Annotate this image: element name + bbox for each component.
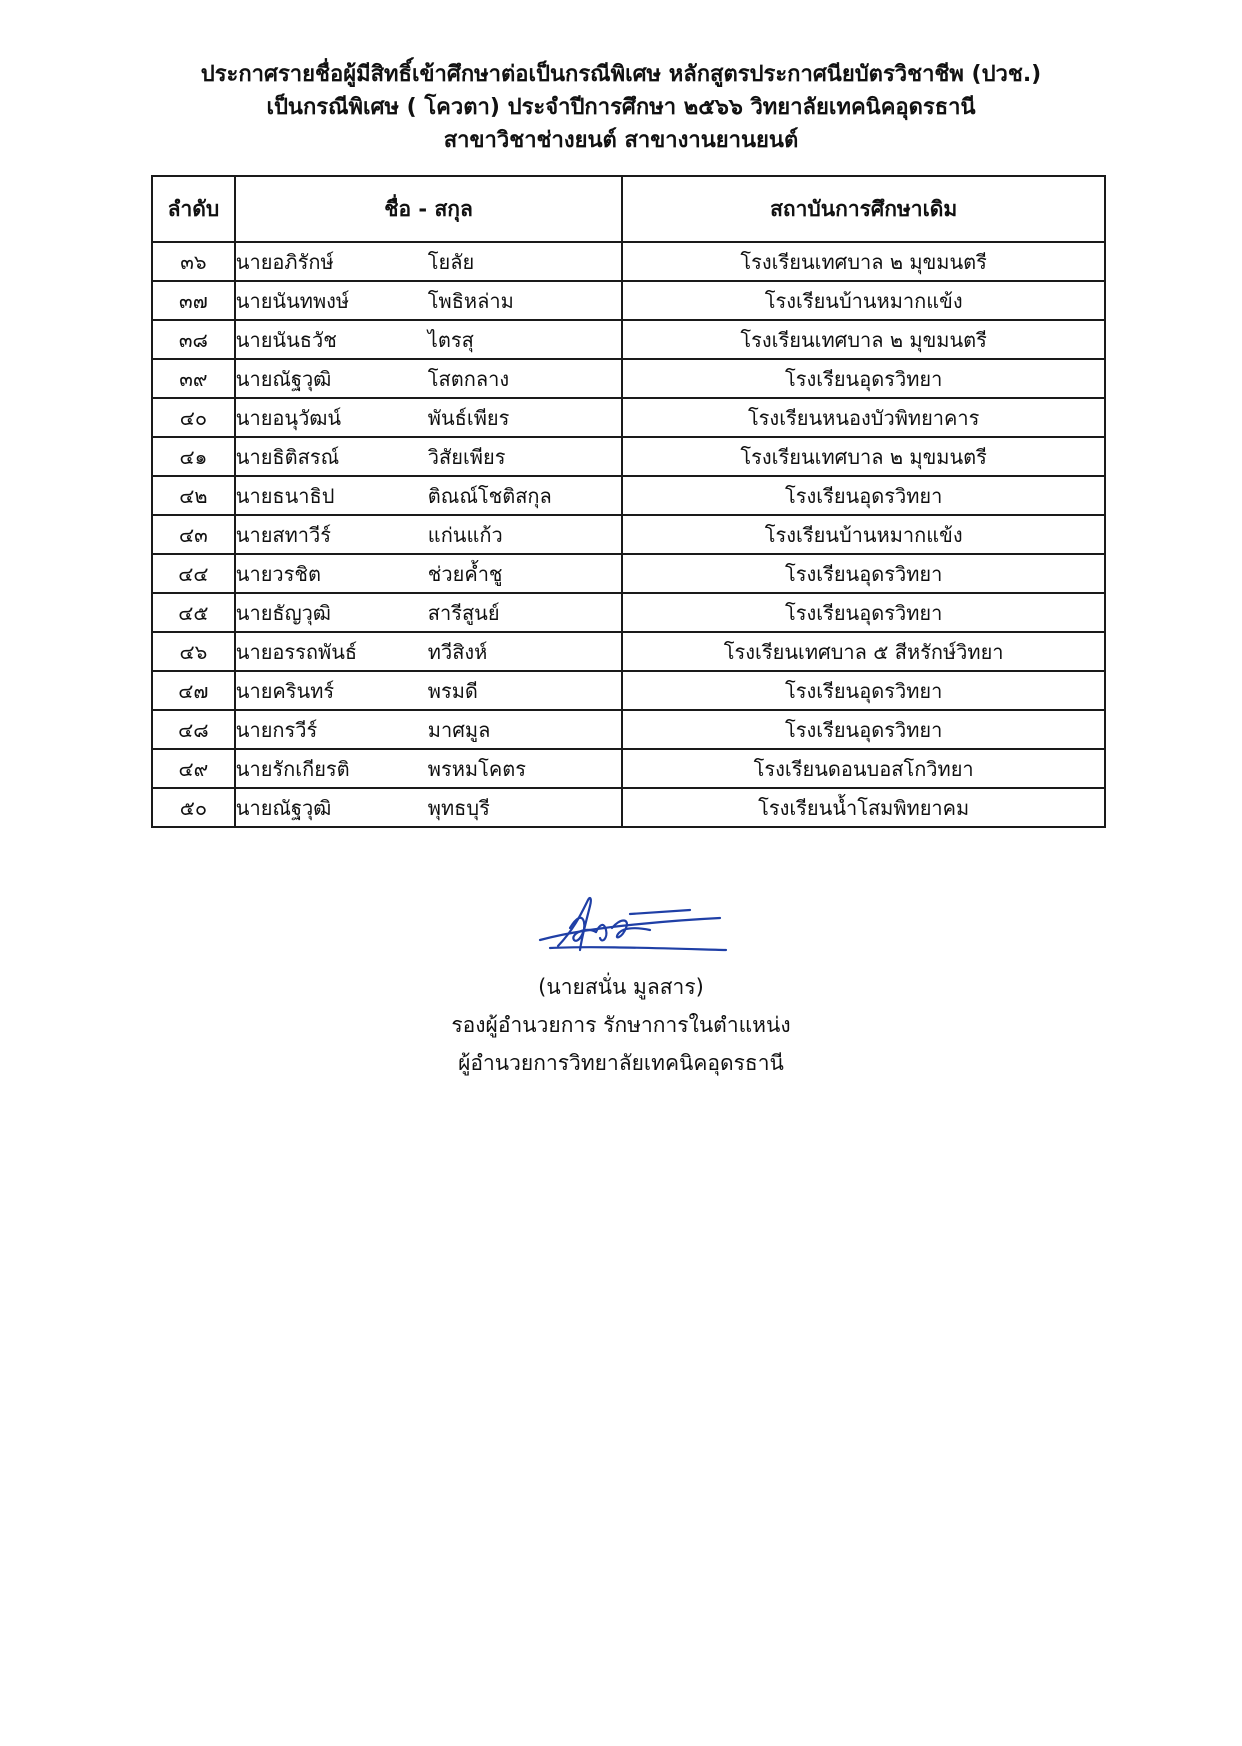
row-number: ๔๕: [152, 593, 235, 632]
previous-school: โรงเรียนอุดรวิทยา: [622, 710, 1105, 749]
student-name-cell: [235, 710, 623, 749]
student-last-name: โยลัย: [427, 249, 475, 274]
announcement-header: [0, 58, 1242, 157]
student-last-name: ไตรสุ: [427, 327, 474, 352]
row-number: ๔๑: [152, 437, 235, 476]
row-number: ๔๓: [152, 515, 235, 554]
student-last-name: พรหมโคตร: [427, 756, 526, 781]
table-row: [152, 359, 1105, 398]
student-last-name: โพธิหล่าม: [427, 288, 514, 313]
signature-mark: [530, 888, 730, 968]
student-first-name: นายรักเกียรติ: [235, 756, 350, 781]
table-row: [152, 476, 1105, 515]
table-row: [152, 437, 1105, 476]
row-number: ๓๖: [152, 242, 235, 281]
row-number: ๔๘: [152, 710, 235, 749]
header-title-line-1: ประกาศรายชื่อผู้มีสิทธิ์เข้าศึกษาต่อเป็นกรณีพิเศษ หลักสูตรประกาศนียบัตรวิชาชีพ (ปวช.): [200, 62, 1042, 87]
student-name-cell: [235, 671, 623, 710]
row-number: ๔๐: [152, 398, 235, 437]
student-first-name: นายณัฐวุฒิ: [235, 795, 332, 820]
student-first-name: นายอรรถพันธ์: [235, 639, 358, 664]
row-number: ๔๔: [152, 554, 235, 593]
table-row: [152, 242, 1105, 281]
student-last-name: พุทธบุรี: [427, 795, 490, 820]
student-last-name: ติณณ์โชติสกุล: [427, 483, 552, 508]
student-last-name: พันธ์เพียร: [427, 405, 510, 430]
previous-school: โรงเรียนอุดรวิทยา: [622, 593, 1105, 632]
student-first-name: นายครินทร์: [235, 678, 335, 703]
student-last-name: มาศมูล: [427, 717, 491, 742]
previous-school: โรงเรียนอุดรวิทยา: [622, 359, 1105, 398]
student-last-name: ช่วยค้ำชู: [427, 561, 503, 586]
student-name-cell: [235, 437, 623, 476]
signer-name: (นายสนั่น มูลสาร): [538, 975, 704, 999]
student-last-name: สารีสูนย์: [427, 600, 500, 625]
student-name-cell: [235, 320, 623, 359]
student-roster-table: [151, 175, 1106, 828]
column-header-school: สถาบันการศึกษาเดิม: [622, 176, 1105, 242]
student-first-name: นายนันทพงษ์: [235, 288, 350, 313]
student-first-name: นายนันธวัช: [235, 327, 337, 352]
row-number: ๔๙: [152, 749, 235, 788]
student-name-cell: [235, 515, 623, 554]
student-last-name: วิสัยเพียร: [427, 444, 506, 469]
table-row: [152, 398, 1105, 437]
student-first-name: นายธนาธิป: [235, 483, 335, 508]
previous-school: โรงเรียนดอนบอสโกวิทยา: [622, 749, 1105, 788]
signer-position-line-1: รองผู้อำนวยการ รักษาการในตำแหน่ง: [451, 1013, 791, 1037]
previous-school: โรงเรียนอุดรวิทยา: [622, 671, 1105, 710]
student-last-name: โสตกลาง: [427, 366, 510, 391]
column-header-number: ลำดับ: [152, 176, 235, 242]
previous-school: โรงเรียนอุดรวิทยา: [622, 554, 1105, 593]
student-name-cell: [235, 476, 623, 515]
student-name-cell: [235, 398, 623, 437]
previous-school: โรงเรียนบ้านหมากแข้ง: [622, 281, 1105, 320]
previous-school: โรงเรียนเทศบาล ๒ มุขมนตรี: [622, 320, 1105, 359]
table-row: [152, 593, 1105, 632]
student-name-cell: [235, 281, 623, 320]
row-number: ๓๙: [152, 359, 235, 398]
previous-school: โรงเรียนเทศบาล ๕ สีหรักษ์วิทยา: [622, 632, 1105, 671]
previous-school: โรงเรียนเทศบาล ๒ มุขมนตรี: [622, 437, 1105, 476]
student-name-cell: [235, 359, 623, 398]
previous-school: โรงเรียนบ้านหมากแข้ง: [622, 515, 1105, 554]
table-row: [152, 710, 1105, 749]
row-number: ๔๗: [152, 671, 235, 710]
student-first-name: นายอภิรักษ์: [235, 249, 334, 274]
row-number: ๔๖: [152, 632, 235, 671]
student-first-name: นายกรวีร์: [235, 717, 318, 742]
table-row: [152, 515, 1105, 554]
table-row: [152, 281, 1105, 320]
signer-position-line-2: ผู้อำนวยการวิทยาลัยเทคนิคอุดรธานี: [458, 1051, 784, 1075]
student-name-cell: [235, 632, 623, 671]
student-name-cell: [235, 554, 623, 593]
signer-block: [0, 968, 1242, 1082]
table-row: [152, 749, 1105, 788]
student-name-cell: [235, 749, 623, 788]
student-first-name: นายธิติสรณ์: [235, 444, 340, 469]
column-header-name: ชื่อ - สกุล: [235, 176, 623, 242]
previous-school: โรงเรียนอุดรวิทยา: [622, 476, 1105, 515]
header-title-line-3: สาขาวิชาช่างยนต์ สาขางานยานยนต์: [443, 128, 799, 153]
table-row: [152, 632, 1105, 671]
header-title-line-2: เป็นกรณีพิเศษ ( โควตา) ประจำปีการศึกษา ๒๕๖๖ วิทยาลัยเทคนิคอุดรธานี: [266, 95, 976, 120]
student-last-name: พรมดี: [427, 678, 478, 703]
student-first-name: นายอนุวัฒน์: [235, 405, 342, 430]
table-row: [152, 554, 1105, 593]
student-last-name: แก่นแก้ว: [427, 522, 503, 547]
previous-school: โรงเรียนน้ำโสมพิทยาคม: [622, 788, 1105, 827]
student-name-cell: [235, 593, 623, 632]
table-row: [152, 320, 1105, 359]
table-row: [152, 788, 1105, 827]
student-name-cell: [235, 788, 623, 827]
student-first-name: นายวรชิต: [235, 561, 321, 586]
student-first-name: นายสทาวีร์: [235, 522, 332, 547]
table-body: [152, 242, 1105, 827]
previous-school: โรงเรียนเทศบาล ๒ มุขมนตรี: [622, 242, 1105, 281]
table-row: [152, 671, 1105, 710]
table-header-row: [152, 176, 1105, 242]
row-number: ๕๐: [152, 788, 235, 827]
student-first-name: นายธัญวุฒิ: [235, 600, 331, 625]
row-number: ๓๘: [152, 320, 235, 359]
previous-school: โรงเรียนหนองบัวพิทยาคาร: [622, 398, 1105, 437]
row-number: ๓๗: [152, 281, 235, 320]
student-name-cell: [235, 242, 623, 281]
row-number: ๔๒: [152, 476, 235, 515]
student-first-name: นายณัฐวุฒิ: [235, 366, 332, 391]
student-last-name: ทวีสิงห์: [427, 639, 488, 664]
